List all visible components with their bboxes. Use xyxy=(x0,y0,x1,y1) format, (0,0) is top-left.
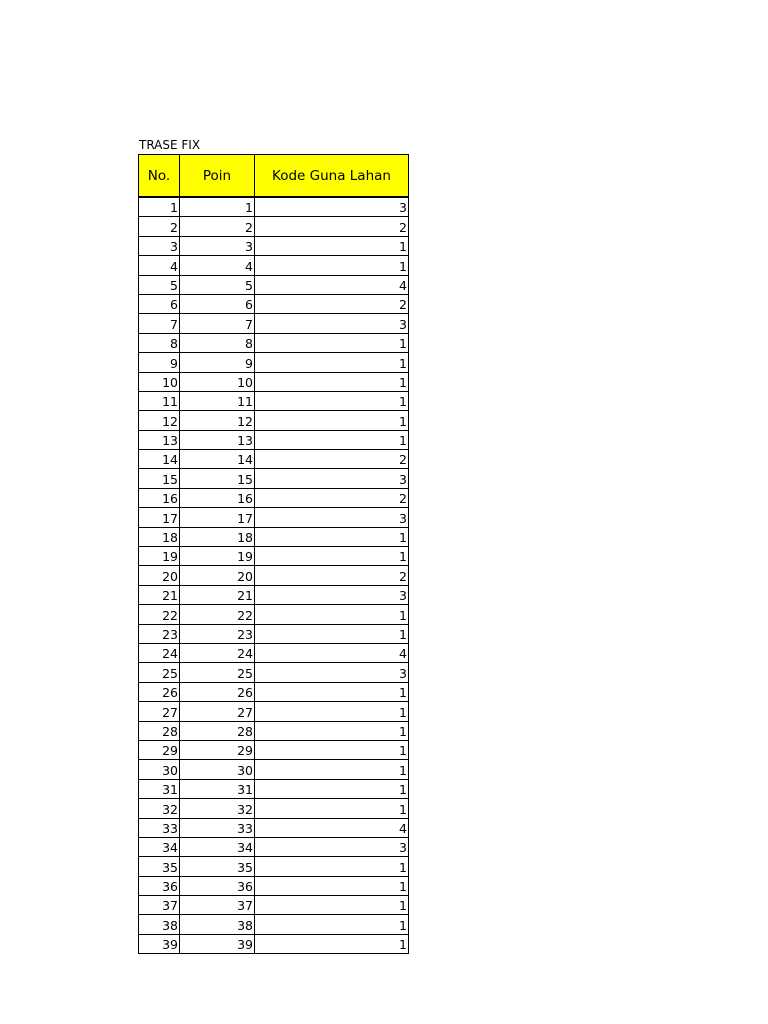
cell-poin: 25 xyxy=(180,663,255,682)
cell-kode-guna-lahan: 3 xyxy=(255,837,409,856)
cell-poin: 34 xyxy=(180,837,255,856)
cell-kode-guna-lahan: 1 xyxy=(255,876,409,895)
table-row xyxy=(139,450,409,469)
cell-poin: 26 xyxy=(180,682,255,701)
cell-no: 33 xyxy=(139,818,180,837)
table-row xyxy=(139,508,409,527)
cell-kode-guna-lahan: 1 xyxy=(255,915,409,934)
table-row xyxy=(139,682,409,701)
cell-no: 5 xyxy=(139,275,180,294)
cell-poin: 27 xyxy=(180,702,255,721)
header-cell-poin: Poin xyxy=(180,155,255,198)
table-header xyxy=(139,155,409,198)
table-row xyxy=(139,643,409,662)
table-row xyxy=(139,275,409,294)
cell-poin: 31 xyxy=(180,779,255,798)
table-row xyxy=(139,857,409,876)
cell-no: 29 xyxy=(139,740,180,759)
cell-no: 15 xyxy=(139,469,180,488)
cell-no: 2 xyxy=(139,217,180,236)
data-table xyxy=(138,154,409,954)
cell-no: 18 xyxy=(139,527,180,546)
cell-no: 31 xyxy=(139,779,180,798)
cell-poin: 35 xyxy=(180,857,255,876)
cell-kode-guna-lahan: 1 xyxy=(255,721,409,740)
cell-poin: 7 xyxy=(180,314,255,333)
header-cell-no: No. xyxy=(139,155,180,198)
cell-no: 20 xyxy=(139,566,180,585)
cell-no: 14 xyxy=(139,450,180,469)
cell-no: 16 xyxy=(139,488,180,507)
cell-kode-guna-lahan: 1 xyxy=(255,527,409,546)
cell-no: 11 xyxy=(139,391,180,410)
cell-poin: 32 xyxy=(180,799,255,818)
table-row xyxy=(139,256,409,275)
table-row xyxy=(139,566,409,585)
cell-poin: 24 xyxy=(180,643,255,662)
cell-no: 36 xyxy=(139,876,180,895)
cell-poin: 9 xyxy=(180,353,255,372)
cell-poin: 16 xyxy=(180,488,255,507)
cell-kode-guna-lahan: 2 xyxy=(255,488,409,507)
cell-kode-guna-lahan: 1 xyxy=(255,857,409,876)
cell-kode-guna-lahan: 1 xyxy=(255,682,409,701)
cell-kode-guna-lahan: 2 xyxy=(255,450,409,469)
table-row xyxy=(139,469,409,488)
cell-no: 23 xyxy=(139,624,180,643)
cell-poin: 21 xyxy=(180,585,255,604)
cell-kode-guna-lahan: 1 xyxy=(255,702,409,721)
cell-kode-guna-lahan: 1 xyxy=(255,799,409,818)
cell-kode-guna-lahan: 1 xyxy=(255,411,409,430)
table-row xyxy=(139,547,409,566)
cell-poin: 13 xyxy=(180,430,255,449)
cell-no: 17 xyxy=(139,508,180,527)
cell-kode-guna-lahan: 2 xyxy=(255,217,409,236)
table-row xyxy=(139,217,409,236)
cell-poin: 3 xyxy=(180,236,255,255)
table-row xyxy=(139,624,409,643)
table-row xyxy=(139,372,409,391)
cell-no: 21 xyxy=(139,585,180,604)
cell-poin: 19 xyxy=(180,547,255,566)
cell-poin: 5 xyxy=(180,275,255,294)
cell-poin: 1 xyxy=(180,197,255,217)
cell-poin: 4 xyxy=(180,256,255,275)
cell-kode-guna-lahan: 3 xyxy=(255,314,409,333)
cell-poin: 30 xyxy=(180,760,255,779)
cell-no: 30 xyxy=(139,760,180,779)
table-row xyxy=(139,779,409,798)
cell-poin: 28 xyxy=(180,721,255,740)
cell-no: 8 xyxy=(139,333,180,352)
cell-kode-guna-lahan: 1 xyxy=(255,740,409,759)
cell-poin: 14 xyxy=(180,450,255,469)
cell-poin: 33 xyxy=(180,818,255,837)
cell-kode-guna-lahan: 3 xyxy=(255,197,409,217)
table-row xyxy=(139,430,409,449)
cell-poin: 11 xyxy=(180,391,255,410)
cell-poin: 20 xyxy=(180,566,255,585)
cell-poin: 29 xyxy=(180,740,255,759)
cell-poin: 38 xyxy=(180,915,255,934)
cell-kode-guna-lahan: 1 xyxy=(255,391,409,410)
cell-kode-guna-lahan: 2 xyxy=(255,294,409,313)
cell-poin: 36 xyxy=(180,876,255,895)
cell-no: 26 xyxy=(139,682,180,701)
table-row xyxy=(139,294,409,313)
cell-no: 12 xyxy=(139,411,180,430)
cell-kode-guna-lahan: 1 xyxy=(255,353,409,372)
cell-kode-guna-lahan: 3 xyxy=(255,508,409,527)
cell-no: 6 xyxy=(139,294,180,313)
cell-no: 9 xyxy=(139,353,180,372)
cell-kode-guna-lahan: 1 xyxy=(255,605,409,624)
table-row xyxy=(139,740,409,759)
cell-kode-guna-lahan: 1 xyxy=(255,624,409,643)
cell-kode-guna-lahan: 1 xyxy=(255,934,409,953)
table-row xyxy=(139,236,409,255)
cell-no: 4 xyxy=(139,256,180,275)
cell-kode-guna-lahan: 3 xyxy=(255,585,409,604)
cell-poin: 12 xyxy=(180,411,255,430)
cell-no: 24 xyxy=(139,643,180,662)
sheet-title: TRASE FIX xyxy=(139,138,201,152)
cell-no: 22 xyxy=(139,605,180,624)
table-row xyxy=(139,760,409,779)
table-row xyxy=(139,197,409,217)
table-row xyxy=(139,896,409,915)
cell-kode-guna-lahan: 1 xyxy=(255,372,409,391)
cell-poin: 8 xyxy=(180,333,255,352)
cell-kode-guna-lahan: 1 xyxy=(255,760,409,779)
header-cell-kode-guna-lahan: Kode Guna Lahan xyxy=(255,155,409,198)
cell-poin: 17 xyxy=(180,508,255,527)
table-row xyxy=(139,527,409,546)
cell-no: 19 xyxy=(139,547,180,566)
table-row xyxy=(139,837,409,856)
table-row xyxy=(139,585,409,604)
cell-poin: 10 xyxy=(180,372,255,391)
table-row xyxy=(139,799,409,818)
table-row xyxy=(139,702,409,721)
table-body xyxy=(139,197,409,954)
cell-no: 3 xyxy=(139,236,180,255)
cell-poin: 39 xyxy=(180,934,255,953)
table-row xyxy=(139,934,409,953)
table-row xyxy=(139,411,409,430)
cell-no: 25 xyxy=(139,663,180,682)
table-row xyxy=(139,353,409,372)
cell-no: 10 xyxy=(139,372,180,391)
cell-no: 28 xyxy=(139,721,180,740)
cell-poin: 6 xyxy=(180,294,255,313)
cell-kode-guna-lahan: 3 xyxy=(255,469,409,488)
cell-no: 32 xyxy=(139,799,180,818)
cell-kode-guna-lahan: 2 xyxy=(255,566,409,585)
cell-kode-guna-lahan: 3 xyxy=(255,663,409,682)
cell-poin: 22 xyxy=(180,605,255,624)
table-row xyxy=(139,663,409,682)
cell-kode-guna-lahan: 1 xyxy=(255,547,409,566)
table-row xyxy=(139,605,409,624)
cell-no: 37 xyxy=(139,896,180,915)
table-row xyxy=(139,915,409,934)
cell-no: 13 xyxy=(139,430,180,449)
header-row xyxy=(139,155,409,198)
cell-kode-guna-lahan: 1 xyxy=(255,430,409,449)
cell-kode-guna-lahan: 1 xyxy=(255,256,409,275)
cell-kode-guna-lahan: 4 xyxy=(255,818,409,837)
cell-no: 7 xyxy=(139,314,180,333)
cell-no: 27 xyxy=(139,702,180,721)
cell-kode-guna-lahan: 1 xyxy=(255,779,409,798)
cell-kode-guna-lahan: 4 xyxy=(255,643,409,662)
cell-kode-guna-lahan: 1 xyxy=(255,896,409,915)
table-row xyxy=(139,818,409,837)
cell-no: 1 xyxy=(139,197,180,217)
cell-poin: 37 xyxy=(180,896,255,915)
cell-kode-guna-lahan: 4 xyxy=(255,275,409,294)
cell-poin: 23 xyxy=(180,624,255,643)
table-row xyxy=(139,333,409,352)
cell-no: 39 xyxy=(139,934,180,953)
cell-poin: 18 xyxy=(180,527,255,546)
table-row xyxy=(139,391,409,410)
cell-no: 38 xyxy=(139,915,180,934)
cell-no: 34 xyxy=(139,837,180,856)
table-row xyxy=(139,876,409,895)
table-row xyxy=(139,488,409,507)
table-row xyxy=(139,314,409,333)
cell-kode-guna-lahan: 1 xyxy=(255,236,409,255)
cell-poin: 15 xyxy=(180,469,255,488)
cell-no: 35 xyxy=(139,857,180,876)
cell-kode-guna-lahan: 1 xyxy=(255,333,409,352)
table-row xyxy=(139,721,409,740)
cell-poin: 2 xyxy=(180,217,255,236)
